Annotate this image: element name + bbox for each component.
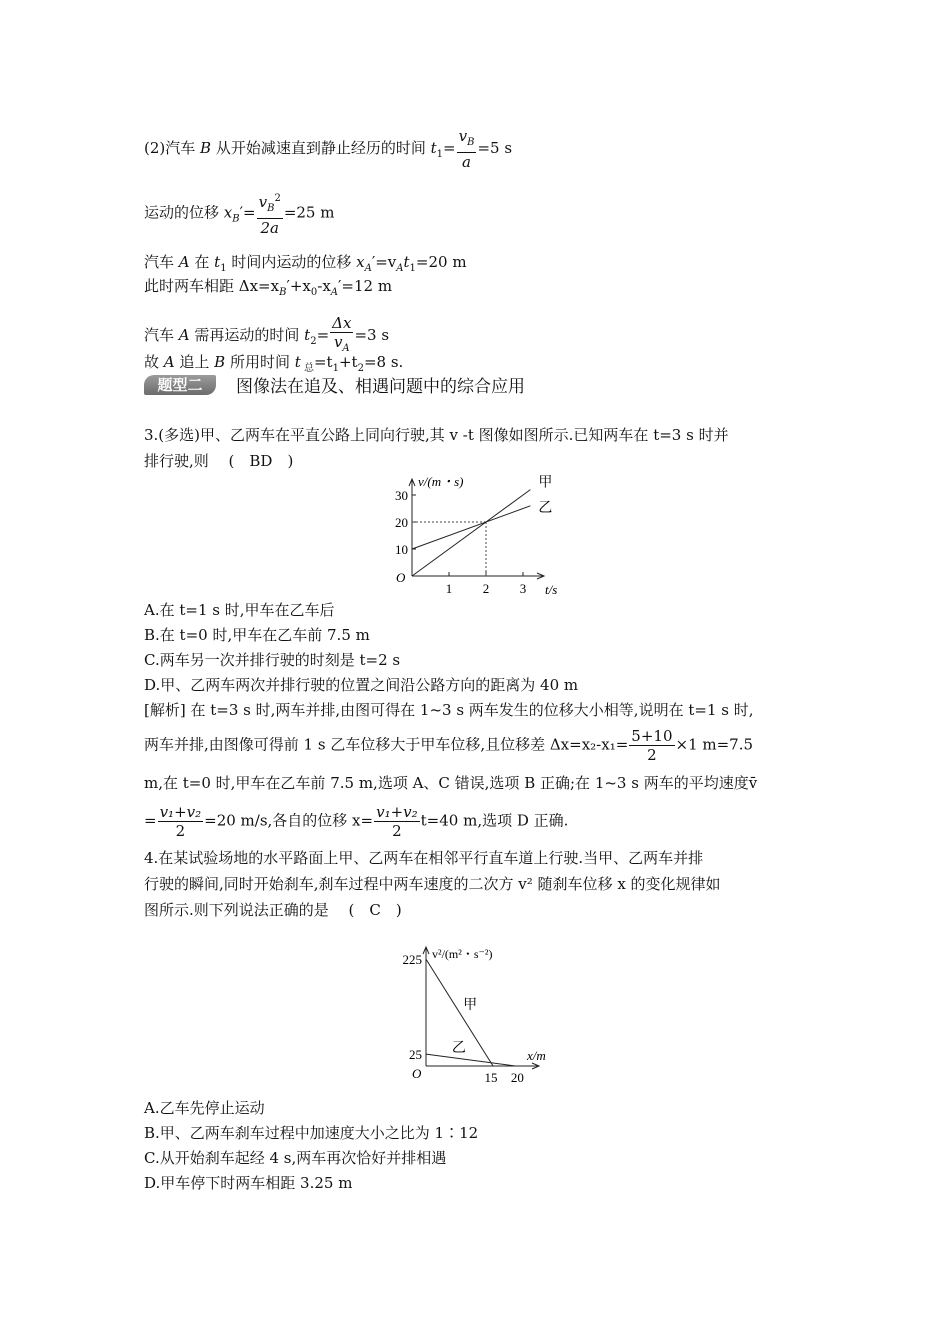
fraction-denominator: 2a bbox=[260, 219, 279, 237]
var: B bbox=[200, 139, 212, 157]
text: ′ bbox=[239, 203, 244, 222]
subscript: 1 bbox=[220, 263, 227, 274]
text: =8 s. bbox=[363, 353, 404, 371]
q4-stem-line-2: 行驶的瞬间,同时开始刹车,刹车过程中两车速度的二次方 v² 随刹车位移 x 的变化规律如 bbox=[144, 875, 721, 893]
origin-label: O bbox=[412, 1066, 422, 1081]
text: 所用时间 bbox=[225, 353, 295, 371]
var: A bbox=[178, 326, 190, 344]
q4-stem-line-1: 4.在某试验场地的水平路面上甲、乙两车在相邻平行直车道上行驶.当甲、乙两车并排 bbox=[144, 849, 704, 867]
subscript: 1 bbox=[436, 149, 444, 160]
var: v bbox=[458, 127, 468, 145]
text: 从开始减速直到静止经历的时间 bbox=[211, 139, 431, 157]
var: t bbox=[304, 326, 311, 344]
q4-option-d: D.甲车停下时两车相距 3.25 m bbox=[144, 1174, 353, 1192]
var: v bbox=[333, 333, 343, 351]
var: t bbox=[403, 253, 410, 271]
var: t bbox=[214, 253, 221, 271]
text: = bbox=[316, 326, 330, 344]
var: B bbox=[214, 353, 226, 371]
section-title: 图像法在追及、相遇问题中的综合应用 bbox=[236, 377, 525, 397]
q3-explanation-line-2 bbox=[144, 727, 753, 764]
fraction-denominator: 2 bbox=[647, 746, 657, 764]
series-line-yi bbox=[412, 506, 530, 549]
fraction-denominator: a bbox=[462, 153, 471, 171]
fraction bbox=[158, 803, 204, 840]
text: =20 m bbox=[415, 253, 467, 271]
text: t=40 m,选项 D 正确. bbox=[420, 811, 569, 830]
text: =5 s bbox=[477, 139, 513, 157]
y-tick-label: 30 bbox=[395, 488, 408, 503]
fraction bbox=[457, 127, 477, 171]
text: =3 s bbox=[354, 326, 390, 344]
fraction-numerator: Δx bbox=[332, 314, 352, 332]
var: A bbox=[178, 253, 190, 271]
x-tick-label: 15 bbox=[484, 1070, 498, 1085]
q3-option-d: D.甲、乙两车两次并排行驶的位置之间沿公路方向的距离为 40 m bbox=[144, 676, 579, 694]
text: -x bbox=[317, 277, 331, 295]
x-tick-label: 2 bbox=[482, 581, 490, 596]
text: ′+x bbox=[286, 277, 311, 295]
superscript: 2 bbox=[274, 193, 281, 204]
text: = bbox=[144, 811, 157, 830]
solution-line-2 bbox=[144, 190, 334, 237]
q4-stem-line-3: 图所示.则下列说法正确的是 ( C ) bbox=[144, 901, 402, 919]
text: 汽车 bbox=[144, 326, 179, 344]
q3-explanation-line-1: [解析] 在 t=3 s 时,两车并排,由图可得在 1~3 s 两车发生的位移大小相等,说明在 t=1 s 时, bbox=[144, 701, 754, 719]
subscript: B bbox=[232, 213, 240, 225]
fraction-denominator: 2 bbox=[175, 822, 186, 840]
fraction bbox=[374, 803, 420, 840]
subscript: B bbox=[467, 137, 475, 148]
subscript: A bbox=[396, 263, 404, 274]
x-tick-label: 20 bbox=[510, 1070, 524, 1085]
x-tick-label: 1 bbox=[445, 581, 453, 596]
var: t bbox=[430, 139, 437, 157]
var: x bbox=[223, 203, 233, 222]
q4-option-a: A.乙车先停止运动 bbox=[144, 1099, 265, 1117]
text: 需再运动的时间 bbox=[189, 326, 305, 344]
var: v bbox=[258, 193, 268, 211]
text: ′=v bbox=[371, 253, 397, 271]
origin-label: O bbox=[396, 570, 406, 585]
y-axis-label: v²/(m²・s⁻²) bbox=[432, 947, 493, 961]
q4-option-c: C.从开始刹车起经 4 s,两车再次恰好并排相遇 bbox=[144, 1149, 447, 1167]
x-tick-label: 3 bbox=[519, 581, 527, 596]
text: 运动的位移 bbox=[144, 203, 224, 222]
subscript: 1 bbox=[409, 263, 416, 274]
subscript: 2 bbox=[310, 336, 317, 347]
q3-option-a: A.在 t=1 s 时,甲车在乙车后 bbox=[144, 601, 335, 619]
series-label-yi: 乙 bbox=[538, 500, 553, 516]
var: A bbox=[163, 353, 175, 371]
q3-explanation-line-3: m,在 t=0 时,甲车在乙车前 7.5 m,选项 A、C 错误,选项 B 正确;在 1~3 s 两车的平均速度v̄ bbox=[144, 774, 758, 792]
subscript: A bbox=[330, 287, 339, 298]
text: 追上 bbox=[174, 353, 215, 371]
fraction-numerator: 5+10 bbox=[631, 727, 673, 745]
fraction bbox=[257, 190, 283, 237]
text: +t bbox=[338, 353, 358, 371]
text: ′=12 m bbox=[338, 277, 393, 295]
text: 时间内运动的位移 bbox=[226, 253, 357, 271]
var: t bbox=[294, 353, 301, 371]
q3-stem-line-2: 排行驶,则 ( BD ) bbox=[144, 452, 294, 470]
fraction-numerator: v₁+v₂ bbox=[159, 803, 202, 821]
q3-option-b: B.在 t=0 时,甲车在乙车前 7.5 m bbox=[144, 626, 370, 644]
q3-stem-line-1: 3.(多选)甲、乙两车在平直公路上同向行驶,其 v -t 图像如图所示.已知两车在 t=3 s 时并 bbox=[144, 426, 729, 444]
text: 故 bbox=[144, 353, 164, 371]
y-tick-label: 25 bbox=[409, 1047, 422, 1063]
subscript: A bbox=[342, 343, 350, 354]
x-axis-label: t/s bbox=[545, 582, 558, 597]
fraction-numerator: v₁+v₂ bbox=[376, 803, 418, 821]
y-tick-label: 20 bbox=[395, 515, 408, 530]
series-label-jia: 甲 bbox=[463, 998, 478, 1013]
text: =20 m/s,各自的位移 x= bbox=[204, 811, 374, 830]
q3-option-c: C.两车另一次并排行驶的时刻是 t=2 s bbox=[144, 651, 401, 669]
series-line-jia bbox=[412, 490, 530, 576]
vt-chart bbox=[380, 470, 580, 600]
subscript: B bbox=[267, 203, 275, 214]
solution-line-3 bbox=[144, 252, 467, 279]
fraction-denominator: 2 bbox=[392, 822, 402, 840]
subscript: 0 bbox=[310, 287, 318, 298]
var: x bbox=[356, 253, 365, 271]
subscript: 总 bbox=[300, 363, 314, 374]
text: = bbox=[243, 203, 256, 222]
text: = bbox=[443, 139, 456, 157]
x-axis-label: x/m bbox=[527, 1048, 546, 1063]
solution-line-1 bbox=[144, 127, 512, 171]
subscript: B bbox=[279, 287, 287, 298]
section-badge: 题型二 bbox=[144, 375, 216, 395]
text: =t bbox=[313, 353, 333, 371]
v2x-chart bbox=[390, 938, 565, 1088]
subscript: A bbox=[364, 263, 372, 274]
text: 此时两车相距 Δx=x bbox=[144, 277, 280, 295]
fraction bbox=[629, 727, 674, 764]
text: (2)汽车 bbox=[144, 139, 201, 157]
text: ×1 m=7.5 bbox=[675, 735, 754, 754]
y-axis-label: v/(m・s) bbox=[418, 474, 464, 489]
series-label-yi: 乙 bbox=[451, 1040, 466, 1056]
text: =25 m bbox=[283, 203, 335, 222]
q4-option-b: B.甲、乙两车刹车过程中加速度大小之比为 1∶12 bbox=[144, 1124, 479, 1142]
series-label-jia: 甲 bbox=[538, 475, 553, 491]
subscript: 2 bbox=[357, 363, 364, 374]
text: 在 bbox=[189, 253, 215, 271]
q3-explanation-line-4 bbox=[144, 803, 568, 840]
subscript: 1 bbox=[332, 363, 339, 374]
series-line-yi bbox=[426, 1054, 515, 1066]
text: 两车并排,由图像可得前 1 s 乙车位移大于甲车位移,且位移差 Δx=x₂-x₁= bbox=[144, 735, 629, 754]
text: 汽车 bbox=[144, 253, 179, 271]
y-tick-label: 225 bbox=[402, 952, 422, 968]
y-tick-label: 10 bbox=[395, 542, 408, 557]
solution-line-4 bbox=[144, 276, 392, 303]
